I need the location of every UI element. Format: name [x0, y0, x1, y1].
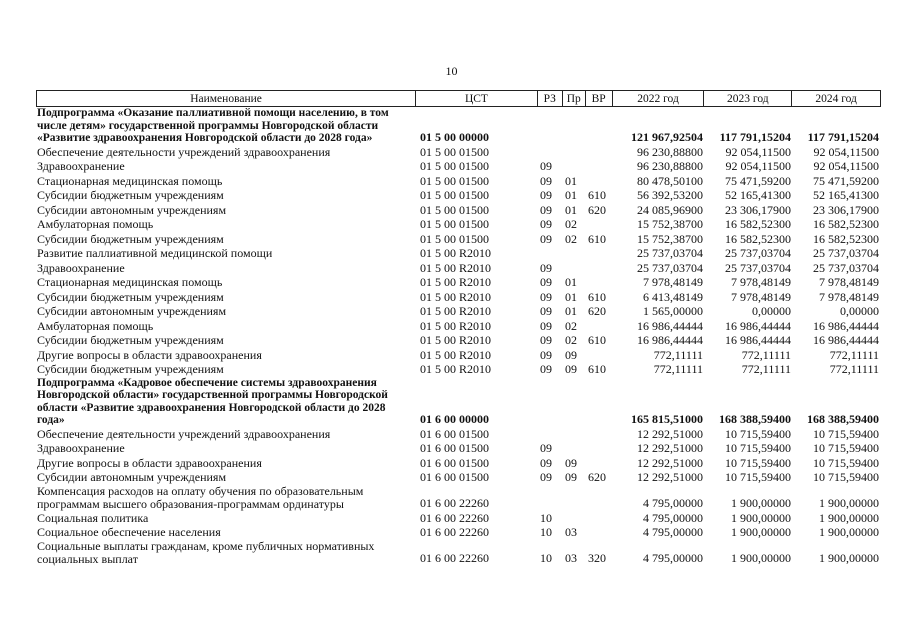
table-row: [36, 275, 881, 290]
row-value-2022: 24 085,96900: [637, 202, 703, 217]
row-value-2023: 16 582,52300: [725, 217, 791, 231]
row-rz: 09: [540, 217, 552, 231]
row-value-2023: 1 900,00000: [731, 496, 791, 510]
row-rz: [538, 427, 563, 442]
row-value-2023: 16 986,44444: [725, 318, 791, 333]
row-name: Развитие паллиативной медицинской помощи: [37, 246, 273, 260]
row-value-2023: 75 471,59200: [725, 173, 791, 188]
table-row: [36, 319, 881, 334]
row-pr: [563, 246, 586, 261]
row-value-2023: 117 791,15204: [719, 130, 791, 144]
row-cst: 01 6 00 22260: [420, 525, 489, 539]
row-rz: 09: [540, 470, 552, 484]
row-vr: [586, 319, 613, 334]
row-name: Субсидии бюджетным учреждениям: [37, 231, 224, 246]
row-value-2023: 1 900,00000: [731, 551, 791, 565]
row-value-2023: 92 054,11500: [725, 159, 791, 173]
row-name: Социальное обеспечение населения: [37, 525, 221, 539]
table-row: [36, 456, 881, 471]
row-value-2022: 56 392,53200: [637, 188, 703, 202]
row-vr: [586, 246, 613, 261]
row-value-2024: 10 715,59400: [813, 441, 879, 455]
row-cst: 01 5 00 R2010: [420, 333, 492, 347]
row-rz: 09: [540, 159, 552, 173]
row-cst: 01 5 00 R2010: [420, 246, 492, 260]
row-cst: 01 5 00 00000: [420, 130, 489, 144]
row-value-2022: 25 737,03704: [637, 260, 703, 275]
row-value-2022: 4 795,00000: [643, 551, 703, 565]
header-pr: Пр: [563, 91, 586, 106]
row-name: Субсидии автономным учреждениям: [37, 470, 227, 484]
table-row: [36, 362, 881, 377]
row-value-2024: 1 900,00000: [819, 496, 879, 510]
row-value-2024: 16 582,52300: [813, 217, 879, 231]
row-value-2022: 12 292,51000: [637, 455, 703, 470]
row-rz: 10: [540, 525, 552, 539]
table-row: [36, 427, 881, 442]
row-rz: 09: [540, 202, 552, 217]
row-value-2022: 4 795,00000: [643, 510, 703, 525]
row-pr: 03: [565, 551, 577, 565]
table-row: [36, 174, 881, 189]
row-cst: 01 6 00 00000: [420, 412, 489, 426]
row-rz: 09: [540, 333, 552, 347]
row-cst: 01 5 00 R2010: [420, 347, 492, 362]
row-cst: 01 5 00 R2010: [420, 275, 492, 289]
row-cst: 01 5 00 01500: [420, 202, 489, 217]
row-name: Здравоохранение: [37, 260, 125, 275]
row-value-2024: 1 900,00000: [819, 551, 879, 565]
row-name: Субсидии бюджетным учреждениям: [37, 188, 224, 202]
row-rz: 09: [540, 188, 552, 202]
row-name: Подпрограмма «Оказание паллиативной помощи населению, в том числе детям» государственной программы Новгородской области «Развитие здравоохранения Новгородской области до 2028 года»: [37, 107, 389, 144]
row-pr: 01: [565, 289, 577, 304]
row-vr: [586, 159, 613, 174]
row-value-2023: 16 986,44444: [725, 333, 791, 347]
row-cst: 01 5 00 R2010: [420, 318, 492, 333]
row-cst: 01 5 00 01500: [420, 188, 489, 202]
row-vr: [586, 275, 613, 290]
row-name: Субсидии бюджетным учреждениям: [37, 289, 224, 304]
row-value-2024: 92 054,11500: [813, 144, 879, 159]
row-value-2022: 96 230,88800: [637, 144, 703, 159]
row-name: Здравоохранение: [37, 159, 125, 173]
row-value-2023: 7 978,48149: [731, 275, 791, 289]
row-name: Обеспечение деятельности учреждений здравоохранения: [37, 426, 331, 441]
row-value-2023: 1 900,00000: [731, 510, 791, 525]
row-value-2023: 168 388,59400: [719, 412, 791, 426]
row-value-2024: 0,00000: [840, 304, 879, 318]
header-vr: ВР: [586, 91, 613, 106]
row-value-2022: 772,11111: [653, 347, 703, 362]
table-row: [36, 304, 881, 319]
header-cst: ЦСТ: [416, 91, 538, 106]
row-value-2024: 75 471,59200: [813, 173, 879, 188]
table-row: [36, 525, 881, 540]
row-name: Здравоохранение: [37, 441, 125, 455]
table-row: [36, 217, 881, 232]
row-vr: [586, 511, 613, 526]
row-cst: 01 5 00 01500: [420, 231, 489, 246]
header-name: Наименование: [37, 91, 416, 106]
row-pr: [563, 145, 586, 160]
row-value-2024: 772,11111: [829, 347, 879, 362]
row-pr: 02: [565, 333, 577, 347]
row-value-2024: 16 582,52300: [813, 231, 879, 246]
row-pr: 09: [565, 347, 577, 362]
table-row: [36, 107, 881, 145]
table-body: [36, 107, 881, 566]
row-pr: 09: [565, 455, 577, 470]
row-value-2024: 16 986,44444: [813, 318, 879, 333]
row-cst: 01 5 00 R2010: [420, 260, 492, 275]
header-year-2023: 2023 год: [704, 91, 792, 106]
row-value-2022: 16 986,44444: [637, 333, 703, 347]
table-row: [36, 145, 881, 160]
row-rz: 10: [540, 551, 552, 565]
row-pr: [563, 261, 586, 276]
row-rz: 09: [540, 260, 552, 275]
row-cst: 01 5 00 R2010: [420, 362, 492, 376]
table-row: [36, 540, 881, 566]
table-header: [36, 90, 881, 107]
row-name: Обеспечение деятельности учреждений здравоохранения: [37, 144, 331, 159]
row-vr: 610: [588, 289, 606, 304]
table-row: [36, 232, 881, 247]
table-row: [36, 348, 881, 363]
row-value-2022: 12 292,51000: [637, 470, 703, 484]
row-pr: [563, 159, 586, 174]
row-value-2024: 25 737,03704: [813, 260, 879, 275]
row-cst: 01 5 00 R2010: [420, 304, 492, 318]
table-row: [36, 261, 881, 276]
table-row: [36, 441, 881, 456]
row-rz: 09: [540, 275, 552, 289]
row-rz: 09: [540, 441, 552, 455]
row-rz: 09: [540, 362, 552, 376]
row-value-2022: 4 795,00000: [643, 496, 703, 510]
row-vr: [586, 261, 613, 276]
row-vr: [586, 525, 613, 540]
row-rz: 09: [540, 173, 552, 188]
row-value-2022: 80 478,50100: [637, 173, 703, 188]
row-value-2024: 25 737,03704: [813, 246, 879, 260]
row-cst: 01 6 00 22260: [420, 551, 489, 565]
row-value-2024: 92 054,11500: [813, 159, 879, 173]
row-vr: [586, 427, 613, 442]
row-vr: 610: [588, 362, 606, 376]
row-pr: 09: [565, 362, 577, 376]
row-vr: 610: [588, 333, 606, 347]
row-rz: [538, 246, 563, 261]
budget-table: [36, 90, 881, 566]
row-value-2023: 10 715,59400: [725, 426, 791, 441]
row-value-2024: 52 165,41300: [813, 188, 879, 202]
row-cst: 01 6 00 22260: [420, 510, 489, 525]
table-row: [36, 377, 881, 427]
row-value-2024: 1 900,00000: [819, 525, 879, 539]
row-value-2024: 10 715,59400: [813, 470, 879, 484]
row-name: Стационарная медицинская помощь: [37, 275, 223, 289]
row-rz: 09: [540, 455, 552, 470]
row-value-2023: 25 737,03704: [725, 260, 791, 275]
row-name: Субсидии бюджетным учреждениям: [37, 333, 224, 347]
row-pr: [563, 441, 586, 456]
row-value-2024: 23 306,17900: [813, 202, 879, 217]
row-name: Другие вопросы в области здравоохранения: [37, 455, 262, 470]
row-name: Субсидии автономным учреждениям: [37, 304, 227, 318]
row-value-2024: 16 986,44444: [813, 333, 879, 347]
row-name: Подпрограмма «Кадровое обеспечение системы здравоохранения Новгородской области» государственной программы Новгородской области «Развитие здравоохранения Новгородской области до 2028 года»: [37, 376, 388, 426]
row-value-2023: 10 715,59400: [725, 455, 791, 470]
row-pr: 09: [565, 470, 577, 484]
row-rz: 10: [540, 510, 552, 525]
table-row: [36, 188, 881, 203]
row-vr: [586, 145, 613, 160]
row-vr: 610: [588, 231, 606, 246]
row-cst: 01 5 00 01500: [420, 144, 489, 159]
row-pr: 01: [565, 173, 577, 188]
row-rz: 09: [540, 289, 552, 304]
row-name: Социальные выплаты гражданам, кроме публичных нормативных социальных выплат: [37, 538, 375, 566]
row-vr: [586, 456, 613, 471]
table-row: [36, 246, 881, 261]
table-row: [36, 159, 881, 174]
row-pr: 01: [565, 188, 577, 202]
row-value-2023: 16 582,52300: [725, 231, 791, 246]
row-value-2024: 772,11111: [829, 362, 879, 376]
row-value-2023: 772,11111: [741, 362, 791, 376]
row-pr: 02: [565, 318, 577, 333]
row-value-2023: 10 715,59400: [725, 441, 791, 455]
row-value-2023: 92 054,11500: [725, 144, 791, 159]
row-cst: 01 6 00 01500: [420, 426, 489, 441]
row-value-2024: 7 978,48149: [819, 289, 879, 304]
row-cst: 01 6 00 01500: [420, 470, 489, 484]
row-value-2024: 10 715,59400: [813, 426, 879, 441]
row-name: Амбулаторная помощь: [37, 318, 154, 333]
row-value-2022: 12 292,51000: [637, 426, 703, 441]
row-value-2022: 6 413,48149: [643, 289, 703, 304]
row-name: Субсидии автономным учреждениям: [37, 202, 227, 217]
table-row: [36, 333, 881, 348]
row-rz: 09: [540, 318, 552, 333]
row-value-2024: 117 791,15204: [807, 130, 879, 144]
row-name: Амбулаторная помощь: [37, 217, 154, 231]
row-value-2022: 4 795,00000: [643, 525, 703, 539]
row-pr: [563, 427, 586, 442]
row-value-2023: 52 165,41300: [725, 188, 791, 202]
row-value-2024: 10 715,59400: [813, 455, 879, 470]
row-value-2024: 168 388,59400: [807, 412, 879, 426]
header-year-2024: 2024 год: [815, 92, 857, 105]
row-value-2022: 12 292,51000: [637, 441, 703, 455]
table-row: [36, 511, 881, 526]
row-vr: 620: [588, 202, 606, 217]
row-vr: 320: [588, 551, 606, 565]
row-value-2022: 7 978,48149: [643, 275, 703, 289]
row-value-2022: 772,11111: [653, 362, 703, 376]
row-name: Социальная политика: [37, 510, 149, 525]
row-cst: 01 6 00 01500: [420, 441, 489, 455]
row-rz: [538, 145, 563, 160]
row-name: Субсидии бюджетным учреждениям: [37, 362, 224, 376]
row-value-2022: 121 967,92504: [631, 130, 703, 144]
table-row: [36, 203, 881, 218]
row-pr: 02: [565, 217, 577, 231]
row-value-2022: 165 815,51000: [631, 412, 703, 426]
row-value-2024: 7 978,48149: [819, 275, 879, 289]
table-row: [36, 470, 881, 485]
row-vr: 620: [588, 470, 606, 484]
header-rz: РЗ: [538, 91, 563, 106]
row-pr: 01: [565, 202, 577, 217]
row-name: Стационарная медицинская помощь: [37, 173, 223, 188]
row-rz: 09: [540, 347, 552, 362]
row-cst: 01 6 00 22260: [420, 496, 489, 510]
row-value-2022: 15 752,38700: [637, 217, 703, 231]
table-row: [36, 290, 881, 305]
row-value-2023: 772,11111: [741, 347, 791, 362]
row-pr: 01: [565, 304, 577, 318]
row-vr: [586, 174, 613, 189]
header-year-2022: 2022 год: [613, 91, 705, 106]
row-value-2023: 7 978,48149: [731, 289, 791, 304]
row-pr: 02: [565, 231, 577, 246]
row-cst: 01 5 00 01500: [420, 173, 489, 188]
row-value-2023: 23 306,17900: [725, 202, 791, 217]
row-value-2022: 15 752,38700: [637, 231, 703, 246]
row-pr: [563, 511, 586, 526]
row-vr: 610: [588, 188, 606, 202]
row-pr: 03: [565, 525, 577, 539]
row-rz: 09: [540, 231, 552, 246]
row-name: Другие вопросы в области здравоохранения: [37, 347, 262, 362]
row-value-2022: 16 986,44444: [637, 318, 703, 333]
row-value-2024: 1 900,00000: [819, 510, 879, 525]
row-value-2023: 0,00000: [752, 304, 791, 318]
row-cst: 01 5 00 R2010: [420, 289, 492, 304]
row-value-2023: 1 900,00000: [731, 525, 791, 539]
row-value-2023: 10 715,59400: [725, 470, 791, 484]
row-cst: 01 5 00 01500: [420, 159, 489, 173]
row-rz: 09: [540, 304, 552, 318]
row-vr: [586, 348, 613, 363]
row-value-2022: 1 565,00000: [643, 304, 703, 318]
row-pr: 01: [565, 275, 577, 289]
row-vr: [586, 441, 613, 456]
row-vr: 620: [588, 304, 606, 318]
row-value-2022: 96 230,88800: [637, 159, 703, 173]
row-cst: 01 6 00 01500: [420, 455, 489, 470]
page-number: 10: [445, 64, 458, 78]
table-row: [36, 485, 881, 511]
row-vr: [586, 217, 613, 232]
row-value-2023: 25 737,03704: [725, 246, 791, 260]
row-name: Компенсация расходов на оплату обучения по образовательным программам высшего образования-программам ординатуры: [37, 483, 364, 511]
row-value-2022: 25 737,03704: [637, 246, 703, 260]
row-cst: 01 5 00 01500: [420, 217, 489, 231]
